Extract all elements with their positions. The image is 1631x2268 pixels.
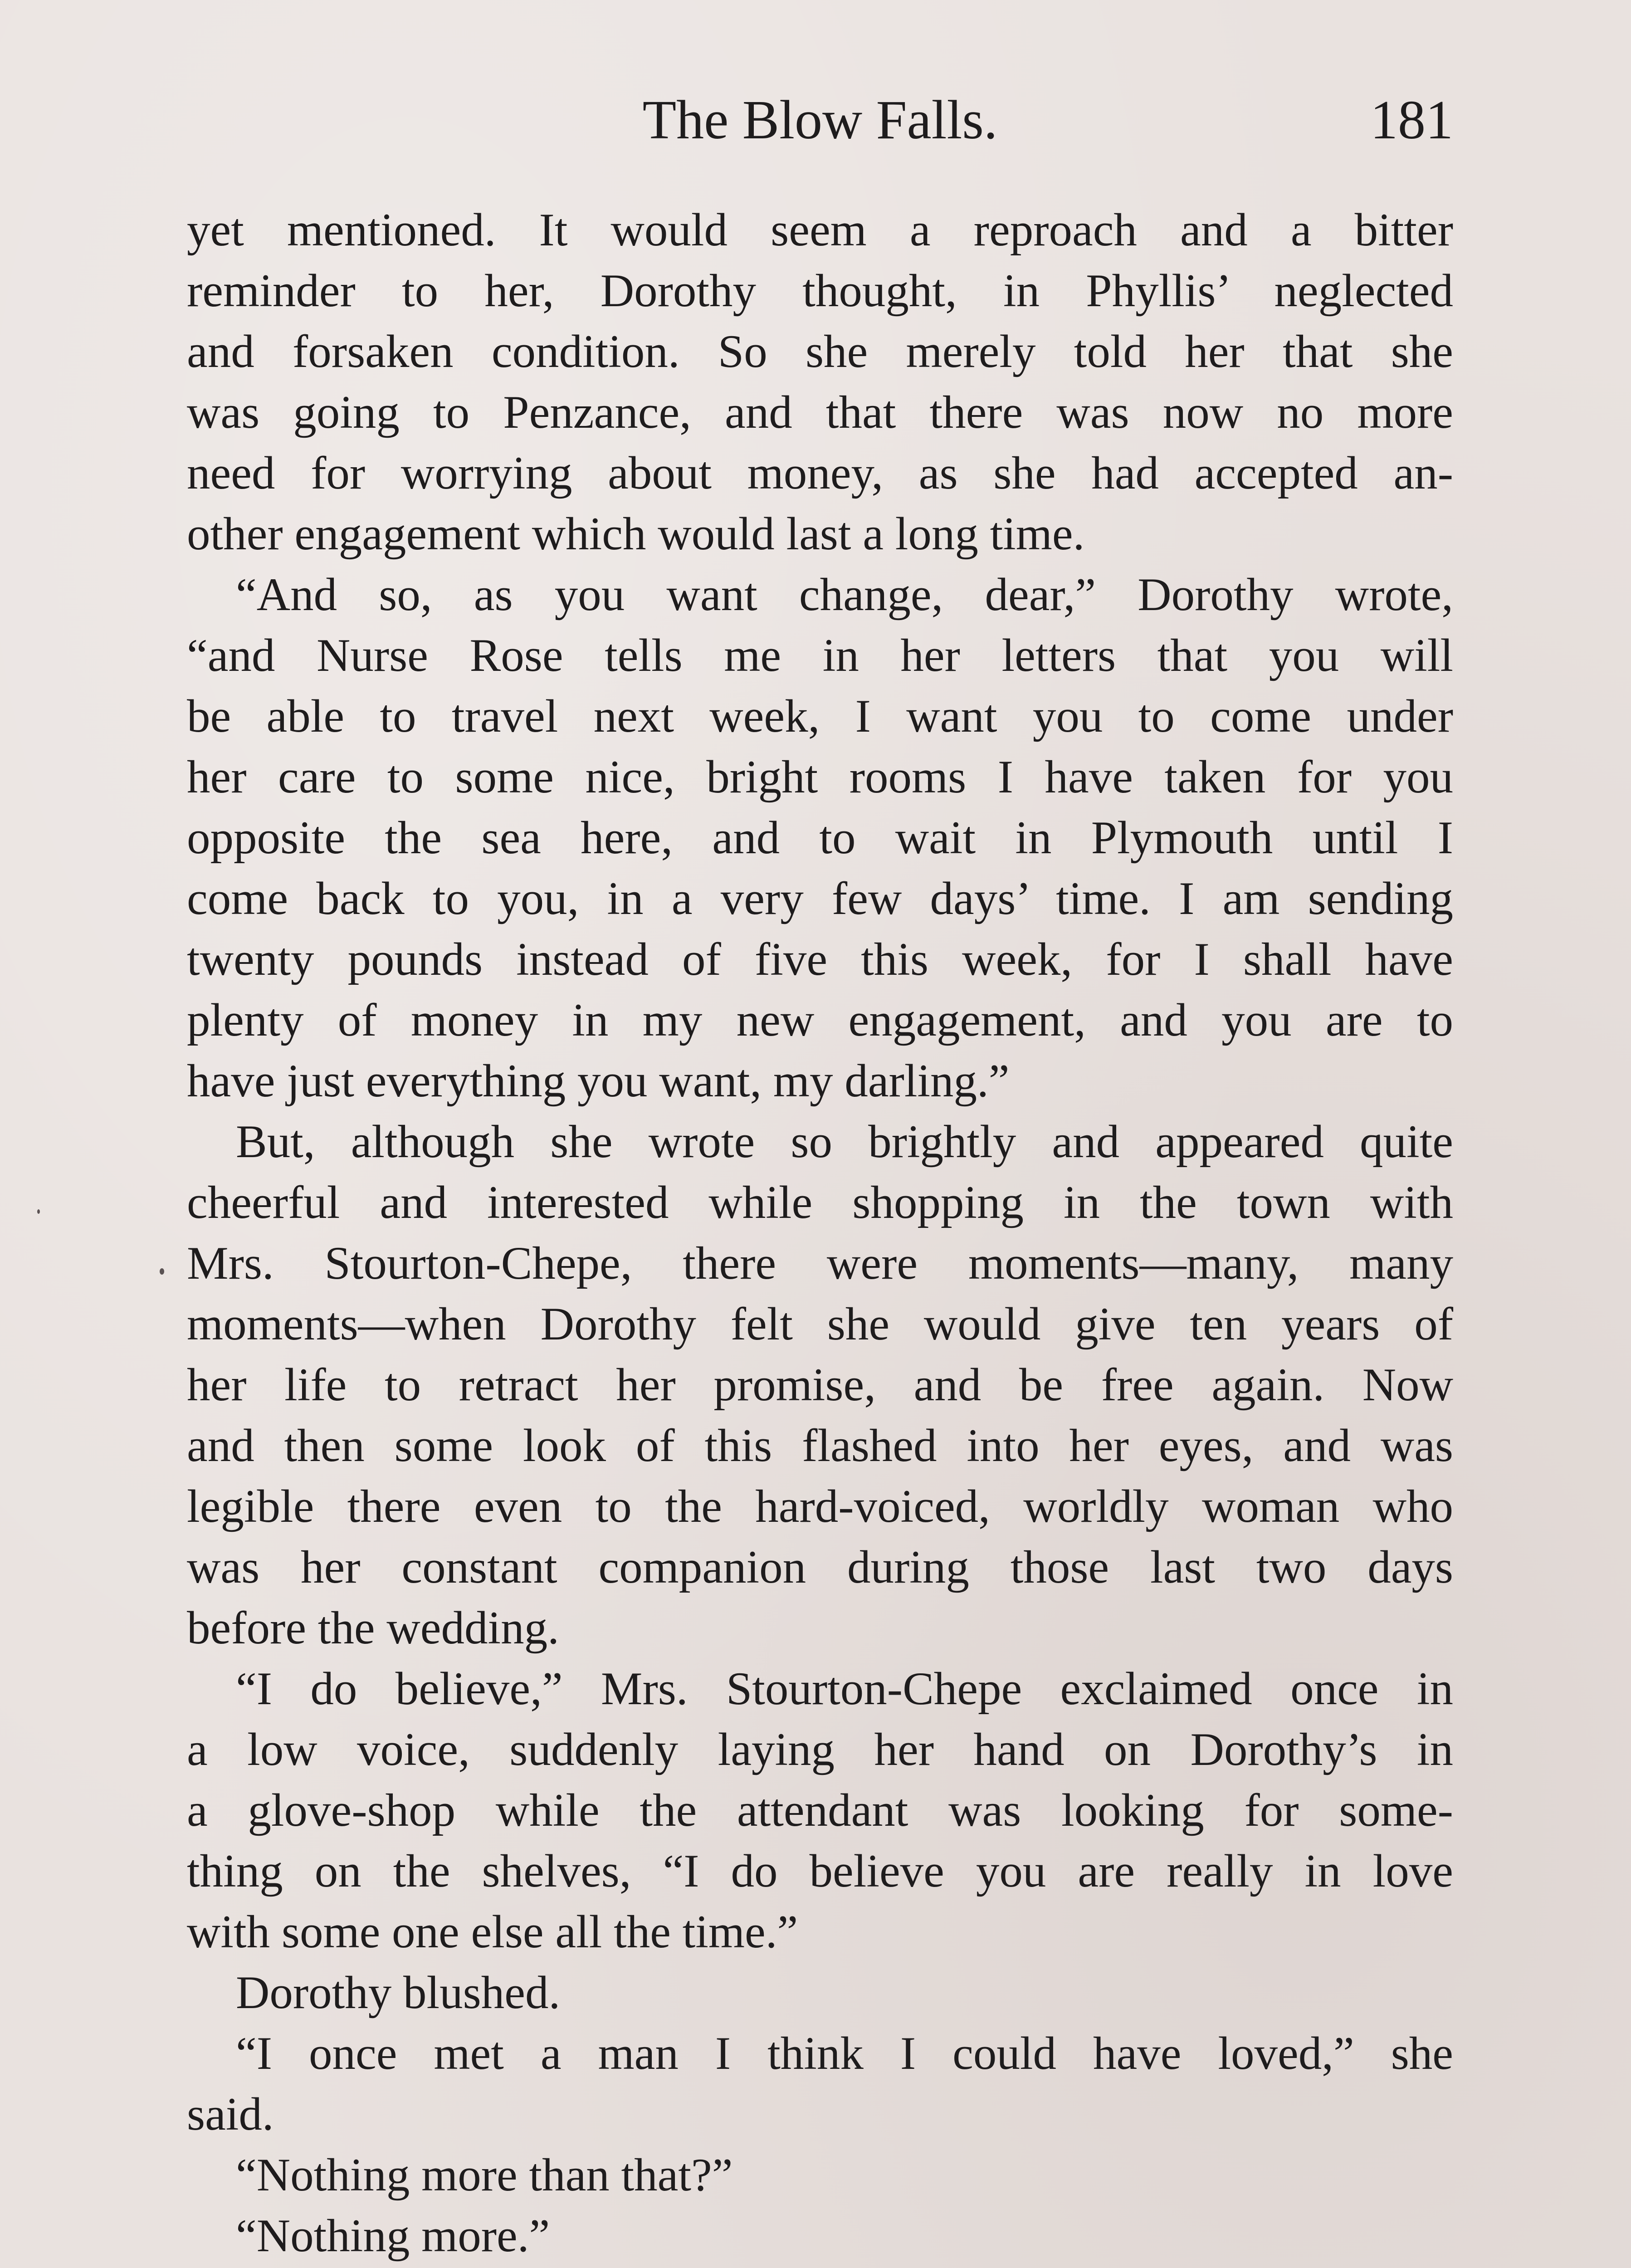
text-line: before the wedding. <box>187 1602 559 1654</box>
text-line: other engagement which would last a long time. <box>187 508 1085 560</box>
page-number: 181 <box>1370 89 1453 151</box>
text-line: yet mentioned. It would seem a reproach and a bitter <box>187 204 1453 256</box>
text-line: said. <box>187 2088 274 2140</box>
text-line: her care to some nice, bright rooms I have taken for you <box>187 751 1453 803</box>
text-line: legible there even to the hard-voiced, worldly woman who <box>187 1481 1453 1532</box>
text-line: a glove-shop while the attendant was looking for some- <box>187 1784 1453 1836</box>
text-line: Mrs. Stourton-Chepe, there were moments—many, many <box>187 1237 1453 1289</box>
text-line: opposite the sea here, and to wait in Plymouth until I <box>187 812 1453 864</box>
text-line: and then some look of this flashed into her eyes, and was <box>187 1420 1453 1471</box>
text-line: was her constant companion during those last two days <box>187 1541 1453 1593</box>
text-line: “And so, as you want change, dear,” Dorothy wrote, <box>236 569 1453 621</box>
text-line: was going to Penzance, and that there was now no more <box>187 386 1453 438</box>
text-line: her life to retract her promise, and be free again. Now <box>187 1359 1453 1411</box>
ink-speck <box>37 1209 40 1214</box>
text-line: “and Nurse Rose tells me in her letters that you will <box>187 630 1453 681</box>
text-line: thing on the shelves, “I do believe you are really in love <box>187 1845 1453 1897</box>
running-head <box>187 86 1453 154</box>
text-line: Dorothy blushed. <box>236 1967 561 2019</box>
text-line: moments—when Dorothy felt she would give ten years of <box>187 1298 1453 1350</box>
text-line: reminder to her, Dorothy thought, in Phyllis’ neglected <box>187 265 1453 317</box>
text-line: “Nothing more.” <box>236 2210 550 2262</box>
text-line: twenty pounds instead of five this week, for I shall have <box>187 934 1453 985</box>
text-line: come back to you, in a very few days’ time. I am sending <box>187 873 1453 924</box>
chapter-title: The Blow Falls. <box>642 89 998 151</box>
text-line: cheerful and interested while shopping in the town with <box>187 1177 1453 1228</box>
text-line: But, although she wrote so brightly and appeared quite <box>236 1116 1453 1168</box>
text-line <box>187 2266 1453 2268</box>
text-line: with some one else all the time.” <box>187 1906 798 1958</box>
body-text <box>187 200 1453 2268</box>
text-line: a low voice, suddenly laying her hand on Dorothy’s in <box>187 1724 1453 1775</box>
text-line: and forsaken condition. So she merely told her that she <box>187 326 1453 377</box>
text-line: “I do believe,” Mrs. Stourton-Chepe exclaimed once in <box>236 1663 1453 1715</box>
text-line: plenty of money in my new engagement, and you are to <box>187 994 1453 1046</box>
text-line: “I once met a man I think I could have loved,” she <box>236 2028 1453 2079</box>
text-line: have just everything you want, my darling.” <box>187 1055 1010 1107</box>
text-line: “Nothing more than that?” <box>236 2149 733 2201</box>
ink-speck <box>160 1268 164 1275</box>
text-line: need for worrying about money, as she had accepted an- <box>187 447 1453 499</box>
text-line: be able to travel next week, I want you to come under <box>187 690 1453 742</box>
